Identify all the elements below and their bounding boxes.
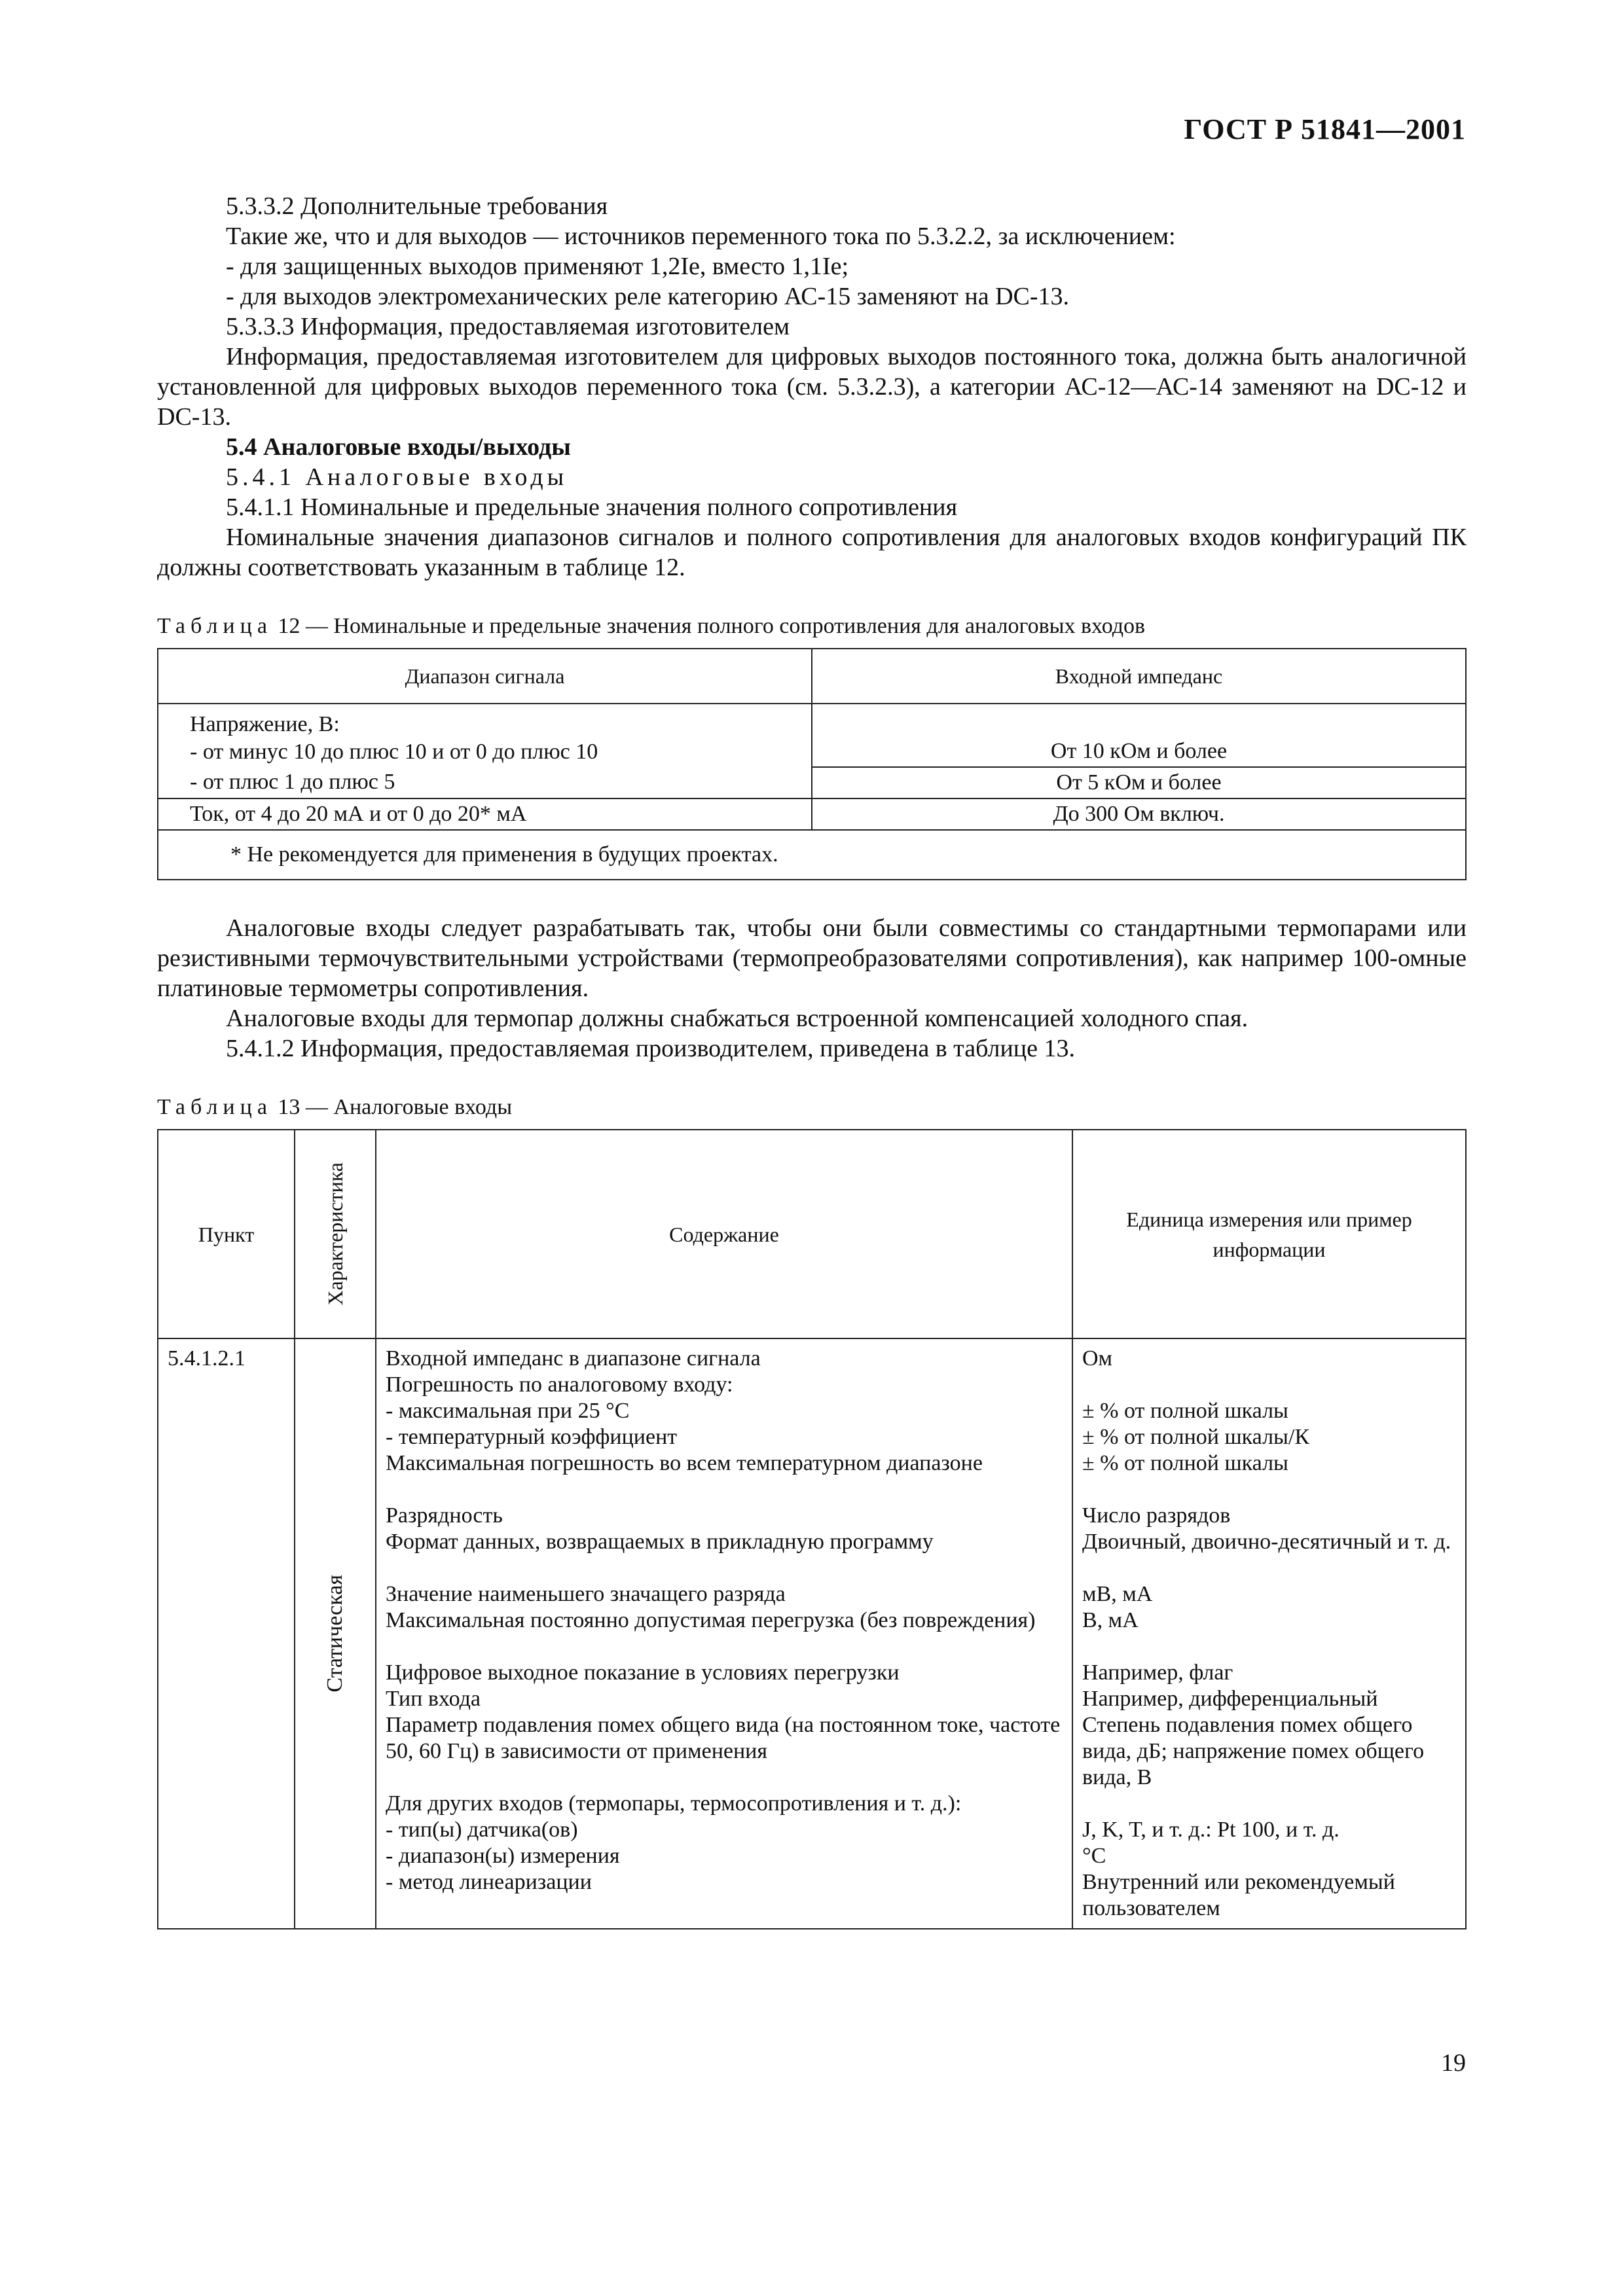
content-line: Цифровое выходное показание в условиях перегрузки [386,1660,900,1685]
table-cell: От 5 кОм и более [812,767,1466,798]
paragraph: - для защищенных выходов применяют 1,2Iе, вместо 1,1Iе; [226,253,849,280]
paragraph: 5.3.3.2 Дополнительные требования [226,192,608,220]
table-caption [157,1092,1467,1122]
unit-line: Например, флаг [1082,1660,1233,1685]
unit-cell [1072,1338,1466,1929]
cell-line: - от минус 10 до плюс 10 и от 0 до плюс 10 [190,740,598,764]
content-cell [376,1338,1072,1929]
table-13 [157,1129,1467,1929]
content-line: Формат данных, возвращаемых в прикладную программу [386,1530,934,1554]
unit-line: Ом [1082,1346,1113,1371]
paragraph: Аналоговые входы следует разрабатывать так, чтобы они были совместимы со стандартными термопарами или резистивными термочувствительными устройствами (термопреобразователями сопротивления), как например 100-омные платиновые термометры сопротивления. [157,914,1467,1002]
table-caption-prefix: Таблица [157,614,272,638]
table-header-cell: Содержание [376,1130,1072,1338]
paragraph: Номинальные значения диапазонов сигналов и полного сопротивления для аналоговых входов конфигураций ПК должны соответствовать указанным в таблице 12. [157,524,1467,581]
unit-line: Например, дифференциальный [1082,1687,1378,1711]
table-cell [158,704,812,767]
unit-line: Число разрядов [1082,1503,1231,1528]
table-caption-text: 12 — Номинальные и предельные значения полного сопротивления для аналоговых входов [278,614,1146,638]
unit-line: ± % от полной шкалы [1082,1399,1288,1423]
table-footnote: * Не рекомендуется для применения в будущих проектах. [158,830,1466,880]
unit-line [1082,1372,1456,1398]
page-number: 19 [1441,2049,1466,2077]
table-caption-text: 13 — Аналоговые входы [278,1095,513,1119]
content-line: Тип входа [386,1687,481,1711]
table-cell: - от плюс 1 до плюс 5 [158,767,812,798]
table-footnote-row [158,830,1466,880]
table-header-cell [295,1130,376,1338]
paragraph: 5.4.1.1 Номинальные и предельные значения полного сопротивления [226,493,958,521]
table-row [158,1338,1466,1929]
table-12 [157,648,1467,880]
content-line: Максимальная постоянно допустимая перегрузка (без повреждения) [386,1608,1036,1632]
content-line: - температурный коэффициент [386,1425,678,1449]
unit-line: ± % от полной шкалы/К [1082,1425,1310,1449]
table-row [158,767,1466,798]
paragraph: Аналоговые входы для термопар должны снабжаться встроенной компенсацией холодного спая. [226,1005,1249,1032]
paragraph: 5.3.3.3 Информация, предоставляемая изготовителем [226,313,790,340]
unit-line: мВ, мА [1082,1582,1153,1606]
vertical-header-text: Характеристика [323,1162,347,1306]
characteristic-cell [295,1338,376,1929]
content-line: - тип(ы) датчика(ов) [386,1818,578,1842]
table-header-cell: Единица измерения или пример информации [1072,1130,1466,1338]
unit-line: ± % от полной шкалы [1082,1451,1288,1475]
item-number-cell: 5.4.1.2.1 [158,1338,295,1929]
vertical-characteristic-text: Статическая [323,1575,347,1693]
unit-line [1082,1791,1456,1817]
table-header-cell: Диапазон сигнала [158,649,812,704]
unit-line: Внутренний или рекомендуемый пользователем [1082,1870,1395,1920]
paragraph: - для выходов электромеханических реле категорию АС-15 заменяют на DC-13. [226,283,1070,310]
paragraph: 5.4.1.2 Информация, предоставляемая производителем, приведена в таблице 13. [226,1035,1076,1062]
content-line: Максимальная погрешность во всем температурном диапазоне [386,1451,983,1475]
unit-line: °С [1082,1844,1106,1868]
table-caption [157,611,1467,641]
document-body [157,191,1467,1929]
table-header-cell: Входной импеданс [812,649,1466,704]
section-heading: 5.4 Аналоговые входы/выходы [226,433,571,461]
paragraph: Такие же, что и для выходов — источников переменного тока по 5.3.2.2, за исключением: [226,223,1176,250]
unit-line: Степень подавления помех общего вида, дБ; напряжение помех общего вида, В [1082,1713,1425,1789]
table-row [158,704,1466,767]
table-header-row [158,1130,1466,1338]
unit-line: В, мА [1082,1608,1139,1632]
table-cell: До 300 Ом включ. [812,798,1466,830]
content-line: Значение наименьшего значащего разряда [386,1582,786,1606]
content-line: Погрешность по аналоговому входу: [386,1372,733,1397]
content-line: - максимальная при 25 °С [386,1399,630,1423]
unit-line: Двоичный, двоично-десятичный и т. д. [1082,1530,1451,1554]
content-line: Разрядность [386,1503,503,1528]
content-line: Параметр подавления помех общего вида (на постоянном токе, частоте 50, 60 Гц) в зависимости от применения [386,1713,1061,1763]
cell-line: Напряжение, В: [190,712,340,736]
table-cell: От 10 кОм и более [812,704,1466,767]
subsection-heading: 5.4.1 Аналоговые входы [226,463,568,491]
table-cell: Ток, от 4 до 20 мА и от 0 до 20* мА [158,798,812,830]
content-line: - метод линеаризации [386,1870,592,1894]
table-row [158,798,1466,830]
content-line: - диапазон(ы) измерения [386,1844,620,1868]
content-line: Входной импеданс в диапазоне сигнала [386,1346,761,1371]
table-header-row [158,649,1466,704]
paragraph: Информация, предоставляемая изготовителем для цифровых выходов постоянного тока, должна быть аналогичной установленной для цифровых выходов переменного тока (см. 5.3.2.3), а категории АС-12—АС-14 заменяют на DC-12 и DC-13. [157,343,1467,431]
standard-header: ГОСТ Р 51841—2001 [1184,113,1466,145]
table-header-cell: Пункт [158,1130,295,1338]
table-caption-prefix: Таблица [157,1095,272,1119]
content-line: Для других входов (термопары, термосопротивления и т. д.): [386,1791,962,1816]
unit-line: J, K, T, и т. д.: Pt 100, и т. д. [1082,1818,1340,1842]
